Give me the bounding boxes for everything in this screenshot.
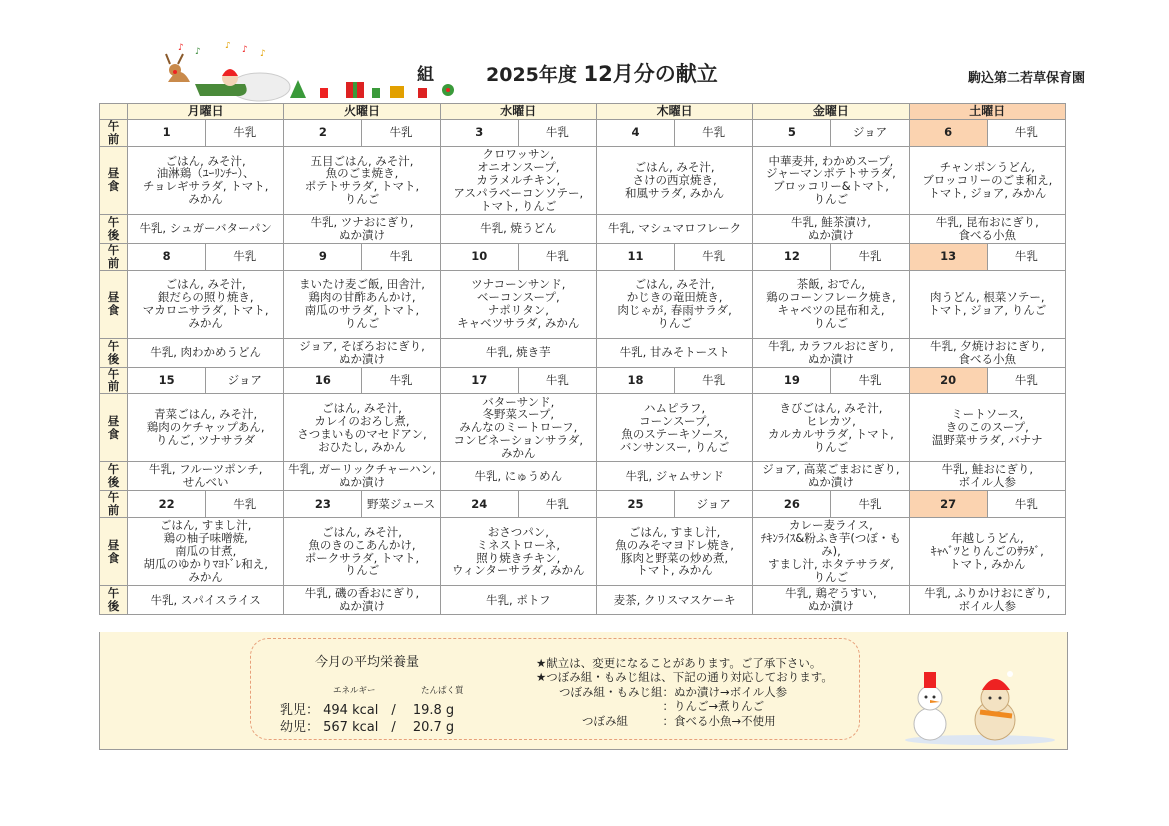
am-snack: 牛乳 — [675, 120, 753, 147]
am-snack: 牛乳 — [675, 367, 753, 394]
lunch-menu: ごはん, みそ汁, かじきの竜田焼き, 肉じゃが, 春雨サラダ, りんご — [596, 270, 752, 338]
am-snack: 牛乳 — [206, 120, 284, 147]
date-number: 24 — [440, 491, 518, 518]
lunch-row — [100, 146, 1066, 214]
nutrition-box — [250, 638, 860, 740]
nutrition-title: 今月の平均栄養量 — [315, 655, 420, 670]
am-snack: 牛乳 — [362, 243, 440, 270]
section-label-pm: 午 後 — [100, 586, 128, 615]
am-snack: 牛乳 — [518, 120, 596, 147]
day-header-row — [100, 104, 1066, 120]
am-snack: 牛乳 — [987, 367, 1065, 394]
day-header-thu: 木曜日 — [596, 104, 752, 120]
section-label-lunch: 昼 食 — [100, 270, 128, 338]
am-snack: 牛乳 — [831, 367, 909, 394]
date-number: 19 — [753, 367, 831, 394]
lunch-menu: まいたけ麦ご飯, 田舎汁, 鶏肉の甘酢あんかけ, 南瓜のサラダ, トマト, りんご — [284, 270, 440, 338]
pm-snack: 牛乳, 夕焼けおにぎり, 食べる小魚 — [909, 338, 1065, 367]
svg-text:♪: ♪ — [242, 45, 248, 55]
school-name: 駒込第二若草保育園 — [968, 71, 1086, 86]
section-label-pm: 午 後 — [100, 338, 128, 367]
svg-text:♪: ♪ — [178, 43, 184, 53]
svg-text:♪: ♪ — [225, 42, 231, 51]
footer-panel — [99, 632, 1068, 750]
lunch-row — [100, 394, 1066, 462]
date-number: 2 — [284, 120, 362, 147]
date-number: 16 — [284, 367, 362, 394]
am-row — [100, 367, 1066, 394]
pm-snack: 牛乳, カラフルおにぎり, ぬか漬け — [753, 338, 909, 367]
am-snack: 牛乳 — [206, 491, 284, 518]
note-line: ★つぼみ組・もみじ組は、下記の通り対応しております。 — [536, 670, 833, 685]
energy-label: エネルギー — [333, 686, 376, 696]
pm-snack: 牛乳, 甘みそトースト — [596, 338, 752, 367]
snowman-icon — [900, 660, 1060, 745]
am-snack: ジョア — [206, 367, 284, 394]
pm-snack: 牛乳, ガーリックチャーハン, ぬか漬け — [284, 462, 440, 491]
lunch-menu: チャンポンうどん, ブロッコリーのごま和え, トマト, ジョア, みかん — [909, 146, 1065, 214]
pm-snack: 牛乳, ジャムサンド — [596, 462, 752, 491]
pm-snack: 牛乳, 焼き芋 — [440, 338, 596, 367]
am-snack: 牛乳 — [831, 243, 909, 270]
lunch-menu: バターサンド, 冬野菜スープ, みんなのミートローフ, コンビネーションサラダ, みかん — [440, 394, 596, 462]
pm-snack: 牛乳, スパイスライス — [128, 586, 284, 615]
nutrition-row-child: 幼児： 567 kcal / 20.7 g — [280, 720, 455, 735]
section-label-pm: 午 後 — [100, 462, 128, 491]
lunch-menu: ごはん, すまし汁, 魚のみそマヨドレ焼き, 豚肉と野菜の炒め煮, トマト, みかん — [596, 518, 752, 586]
pm-snack: 牛乳, にゅうめん — [440, 462, 596, 491]
section-label-lunch: 昼 食 — [100, 518, 128, 586]
svg-text:♪: ♪ — [260, 49, 266, 59]
date-number: 20 — [909, 367, 987, 394]
date-number: 9 — [284, 243, 362, 270]
section-label-am: 午 前 — [100, 491, 128, 518]
pm-snack: ジョア, そぼろおにぎり, ぬか漬け — [284, 338, 440, 367]
lunch-menu: ごはん, みそ汁, カレイのおろし煮, さつまいものマセドアン, おひたし, みかん — [284, 394, 440, 462]
am-snack: 牛乳 — [831, 491, 909, 518]
pm-row — [100, 338, 1066, 367]
menu-table — [99, 103, 1066, 615]
am-snack: ジョア — [831, 120, 909, 147]
lunch-menu: ミートソース, きのこのスープ, 温野菜サラダ, バナナ — [909, 394, 1065, 462]
note-line: ：りんご→煮りんご — [536, 699, 765, 714]
date-number: 23 — [284, 491, 362, 518]
group-label: 組 — [417, 65, 434, 85]
date-number: 27 — [909, 491, 987, 518]
protein-label: たんぱく質 — [421, 686, 464, 696]
date-number: 6 — [909, 120, 987, 147]
am-snack: 牛乳 — [206, 243, 284, 270]
date-number: 3 — [440, 120, 518, 147]
lunch-menu: ごはん, みそ汁, 銀だらの照り焼き, マカロニサラダ, トマト, みかん — [128, 270, 284, 338]
pm-snack: 牛乳, 鮭おにぎり, ボイル人参 — [909, 462, 1065, 491]
pm-snack: 牛乳, フルーツポンチ, せんべい — [128, 462, 284, 491]
pm-snack: 牛乳, 昆布おにぎり, 食べる小魚 — [909, 214, 1065, 243]
pm-snack: 牛乳, マシュマロフレーク — [596, 214, 752, 243]
date-number: 4 — [596, 120, 674, 147]
lunch-row — [100, 518, 1066, 586]
pm-row — [100, 586, 1066, 615]
am-snack: 牛乳 — [675, 243, 753, 270]
title-year: 2025年度 — [486, 64, 577, 86]
pm-snack: 牛乳, 磯の香おにぎり, ぬか漬け — [284, 586, 440, 615]
lunch-menu: ごはん, みそ汁, 油淋鶏（ﾕｰﾘﾝﾁｰ）、 チョレギサラダ, トマト, みかん — [128, 146, 284, 214]
lunch-menu: ごはん, みそ汁, さけの西京焼き, 和風サラダ, みかん — [596, 146, 752, 214]
date-number: 5 — [753, 120, 831, 147]
pm-snack: 麦茶, クリスマスケーキ — [596, 586, 752, 615]
section-label-am: 午 前 — [100, 243, 128, 270]
am-snack: 牛乳 — [518, 491, 596, 518]
lunch-menu: ごはん, みそ汁, 魚のきのこあんかけ, ポークサラダ, トマト, りんご — [284, 518, 440, 586]
date-number: 11 — [596, 243, 674, 270]
date-number: 17 — [440, 367, 518, 394]
pm-snack: ジョア, 高菜ごまおにぎり, ぬか漬け — [753, 462, 909, 491]
am-snack: 牛乳 — [987, 491, 1065, 518]
day-header-fri: 金曜日 — [753, 104, 909, 120]
lunch-menu: 肉うどん, 根菜ソテー, トマト, ジョア, りんご — [909, 270, 1065, 338]
am-row — [100, 243, 1066, 270]
am-snack: 野菜ジュース — [362, 491, 440, 518]
note-line: つぼみ組 ：食べる小魚→不使用 — [536, 713, 776, 728]
pm-snack: 牛乳, ふりかけおにぎり, ボイル人参 — [909, 586, 1065, 615]
corner-cell — [100, 104, 128, 120]
am-snack: 牛乳 — [987, 243, 1065, 270]
lunch-row — [100, 270, 1066, 338]
date-number: 22 — [128, 491, 206, 518]
am-snack: 牛乳 — [987, 120, 1065, 147]
am-row — [100, 491, 1066, 518]
am-snack: 牛乳 — [362, 367, 440, 394]
section-label-lunch: 昼 食 — [100, 146, 128, 214]
am-snack: 牛乳 — [362, 120, 440, 147]
date-number: 13 — [909, 243, 987, 270]
svg-text:♪: ♪ — [195, 47, 201, 57]
date-number: 10 — [440, 243, 518, 270]
section-label-am: 午 前 — [100, 367, 128, 394]
lunch-menu: おさつパン, ミネストローネ, 照り焼きチキン, ウィンターサラダ, みかん — [440, 518, 596, 586]
pm-snack: 牛乳, ポトフ — [440, 586, 596, 615]
date-number: 8 — [128, 243, 206, 270]
am-snack: 牛乳 — [518, 243, 596, 270]
date-number: 15 — [128, 367, 206, 394]
date-number: 12 — [753, 243, 831, 270]
pm-snack: 牛乳, 鶏ぞうすい, ぬか漬け — [753, 586, 909, 615]
section-label-am: 午 前 — [100, 120, 128, 147]
day-header-tue: 火曜日 — [284, 104, 440, 120]
pm-snack: 牛乳, シュガーバターパン — [128, 214, 284, 243]
pm-row — [100, 462, 1066, 491]
note-line: ★献立は、変更になることがあります。ご了承下さい。 — [536, 656, 822, 670]
lunch-menu: 茶飯, おでん, 鶏のコーンフレーク焼き, キャベツの昆布和え, りんご — [753, 270, 909, 338]
day-header-wed: 水曜日 — [440, 104, 596, 120]
lunch-menu: ハムピラフ, コーンスープ, 魚のステーキソース, バンサンスー, りんご — [596, 394, 752, 462]
nutrition-row-infant: 乳児： 494 kcal / 19.8 g — [280, 703, 455, 718]
pm-row — [100, 214, 1066, 243]
lunch-menu: クロワッサン, オニオンスープ, カラメルチキン, アスパラベーコンソテー, トマト, りんご — [440, 146, 596, 214]
pm-snack: 牛乳, 焼うどん — [440, 214, 596, 243]
lunch-menu: ツナコーンサンド, ベーコンスープ, ナポリタン, キャベツサラダ, みかん — [440, 270, 596, 338]
am-snack: 牛乳 — [518, 367, 596, 394]
am-row — [100, 120, 1066, 147]
date-number: 25 — [596, 491, 674, 518]
notes — [536, 656, 833, 728]
date-number: 26 — [753, 491, 831, 518]
section-label-pm: 午 後 — [100, 214, 128, 243]
pm-snack: 牛乳, 肉わかめうどん — [128, 338, 284, 367]
section-label-lunch: 昼 食 — [100, 394, 128, 462]
lunch-menu: 中華麦丼, わかめスープ, ジャーマンポテトサラダ, ブロッコリー&トマト, りんご — [753, 146, 909, 214]
pm-snack: 牛乳, 鮭茶漬け, ぬか漬け — [753, 214, 909, 243]
title-month: 12月分の献立 — [583, 62, 718, 86]
note-line: つぼみ組・もみじ組：ぬか漬け→ボイル人参 — [536, 684, 788, 699]
pm-snack: 牛乳, ツナおにぎり, ぬか漬け — [284, 214, 440, 243]
lunch-menu: カレー麦ライス, ﾁｷﾝﾗｲｽ&粉ふき芋(つぼ・もみ), すまし汁, ホタテサラダ, りんご — [753, 518, 909, 586]
day-header-mon: 月曜日 — [128, 104, 284, 120]
lunch-menu: 年越しうどん, ｷｬﾍﾞﾂとりんごのｻﾗﾀﾞ, トマト, みかん — [909, 518, 1065, 586]
date-number: 18 — [596, 367, 674, 394]
am-snack: ジョア — [675, 491, 753, 518]
lunch-menu: ごはん, すまし汁, 鶏の柚子味噌焼, 南瓜の甘煮, 胡瓜のゆかりﾏﾖﾄﾞﾚ和え, みかん — [128, 518, 284, 586]
date-number: 1 — [128, 120, 206, 147]
day-header-sat: 土曜日 — [909, 104, 1065, 120]
lunch-menu: きびごはん, みそ汁, ヒレカツ, カルカルサラダ, トマト, りんご — [753, 394, 909, 462]
lunch-menu: 青菜ごはん, みそ汁, 鶏肉のケチャップあん, りんご, ツナサラダ — [128, 394, 284, 462]
page-title — [486, 58, 718, 88]
lunch-menu: 五目ごはん, みそ汁, 魚のごま焼き, ポテトサラダ, トマト, りんご — [284, 146, 440, 214]
